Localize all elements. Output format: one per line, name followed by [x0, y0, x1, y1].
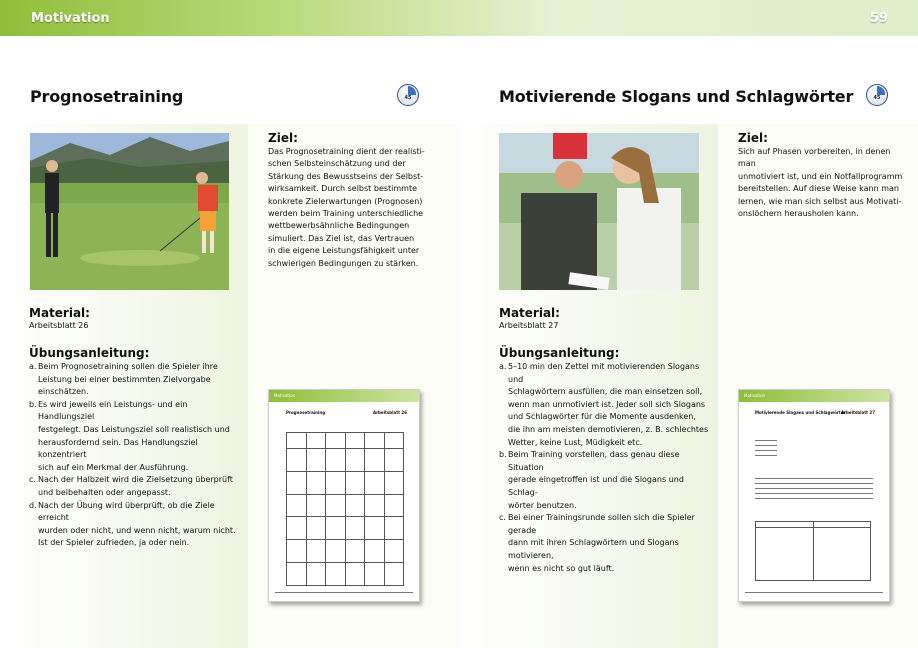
worksheet-thumbnail-26: Motivation Prognosetraining Arbeitsblatt 26	[268, 389, 420, 602]
section-title: Motivation	[31, 11, 110, 26]
list-item: b. Es wird jeweils ein Leistungs- und ein Handlungsziel festgelegt. Das Leistungsziel soll realistisch und herausfordernd sein. Das Handlungsziel konzentriert sich auf ein Merkmal der Ausführung.	[29, 399, 230, 472]
clock-icon: 45	[397, 84, 419, 106]
list-item: a. Beim Prognosetraining sollen die Spieler ihre Leistung bei einer bestimmten Zielvorgabe einschätzen.	[29, 362, 218, 397]
right-ziel-text: Sich auf Phasen vorbereiten, in denen man unmotiviert ist, und ein Notfallprogramm bereitstellen. Auf diese Weise kann man lernen, wie man sich selbst aus Motivati- onslöchern herausholen kann.	[738, 147, 903, 219]
right-material-heading: Material:	[499, 306, 560, 320]
right-ziel-heading: Ziel:	[738, 131, 768, 145]
worksheet-thumbnail-27: Motivation Motivierende Slogans und Schlagwörter Arbeitsblatt 27	[738, 389, 890, 602]
left-material-value: Arbeitsblatt 26	[29, 321, 89, 330]
list-item: b. Beim Training vorstellen, dass genau diese Situation gerade eingetroffen ist und die Slogans und Schlag- wörter benutzen.	[499, 450, 684, 510]
left-material-heading: Material:	[29, 306, 90, 320]
left-ziel-heading: Ziel:	[268, 131, 298, 145]
golf-photo-right	[499, 133, 699, 290]
list-item: d. Nach der Übung wird überprüft, ob die Ziele erreicht wurden oder nicht, und wenn nicht, warum nicht. Ist der Spieler zufrieden, ja oder nein.	[29, 500, 236, 548]
left-anleitung-heading: Übungsanleitung:	[29, 346, 150, 360]
clock-icon: 45	[866, 84, 888, 106]
list-item: c. Bei einer Trainingsrunde sollen sich die Spieler gerade dann mit ihren Schlagwörtern und Slogans motivieren, wenn es nicht so gut läuft.	[499, 513, 695, 573]
left-title: Prognosetraining	[30, 87, 184, 106]
right-anleitung-heading: Übungsanleitung:	[499, 346, 620, 360]
right-material-value: Arbeitsblatt 27	[499, 321, 559, 330]
page-number: 59	[869, 11, 888, 26]
list-item: a. 5–10 min den Zettel mit motivierenden Slogans und Schlagwörtern ausfüllen, die man einsetzen soll, wenn man unmotiviert ist. Jeder soll sich Slogans und Schlagwörter für die Momente ausdenken, die ihn am meisten demotivieren, z. B. schlechtes Wetter, keine Lust, Müdigkeit etc.	[499, 362, 709, 447]
header-bar	[0, 0, 918, 36]
left-steps	[29, 361, 244, 550]
list-item: c. Nach der Halbzeit wird die Zielsetzung überprüft und beibehalten oder angepasst.	[29, 475, 233, 497]
right-steps	[499, 361, 714, 575]
golf-photo-left	[30, 133, 229, 290]
right-title: Motivierende Slogans und Schlagwörter	[499, 87, 854, 106]
left-ziel-text: Das Prognosetraining dient der realisti- schen Selbsteinschätzung und der Stärkung des Bewusstseins der Selbst- wirksamkeit. Durch selbst bestimmte konkrete Zielerwartungen (Prognosen) werden beim Training unterschiedliche wettbewerbsähnliche Bedingungen simuliert. Das Ziel ist, das Vertrauen in die eigene Leistungsfähigkeit unter schwierigen Bedingungen zu stärken.	[268, 147, 425, 268]
